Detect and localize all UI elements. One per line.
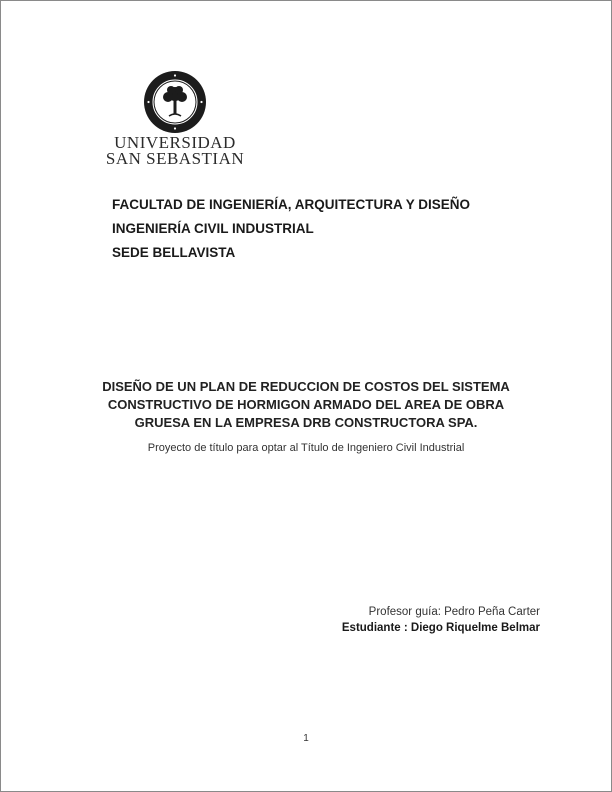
thesis-title-line: DISEÑO DE UN PLAN DE REDUCCION DE COSTOS DEL SISTEMA xyxy=(102,379,510,394)
university-name-line2: SAN SEBASTIAN xyxy=(105,149,245,168)
thesis-title xyxy=(60,378,552,432)
student-line: Estudiante : Diego Riquelme Belmar xyxy=(341,622,540,634)
university-name-line1: UNIVERSIDAD xyxy=(114,133,236,152)
campus-name: SEDE BELLAVISTA xyxy=(112,245,236,260)
thesis-title-line: CONSTRUCTIVO DE HORMIGON ARMADO DEL AREA DE OBRA xyxy=(107,397,505,412)
thesis-title-line: GRUESA EN LA EMPRESA DRB CONSTRUCTORA SPA. xyxy=(134,415,478,430)
program-name: INGENIERÍA CIVIL INDUSTRIAL xyxy=(112,221,314,236)
page-number: 1 xyxy=(303,733,309,744)
faculty-name: FACULTAD DE INGENIERÍA, ARQUITECTURA Y DISEÑO xyxy=(112,197,471,212)
credits-block xyxy=(342,604,540,636)
thesis-subtitle: Proyecto de título para optar al Título de Ingeniero Civil Industrial xyxy=(147,442,465,454)
faculty-block xyxy=(112,193,470,265)
advisor-line: Profesor guía: Pedro Peña Carter xyxy=(368,606,540,618)
university-logo xyxy=(100,70,250,167)
university-seal-icon xyxy=(143,70,207,134)
